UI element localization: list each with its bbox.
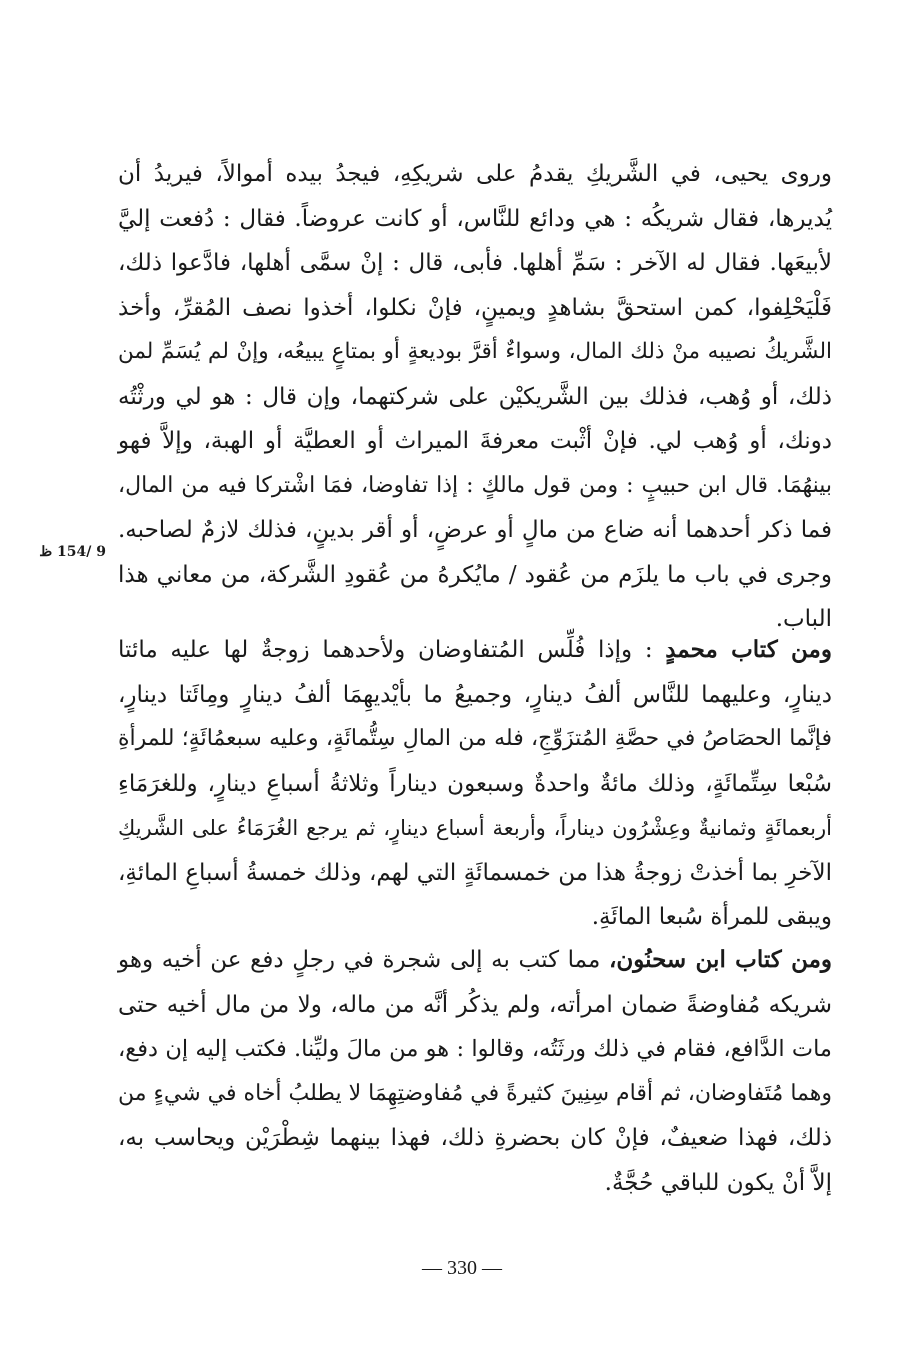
text-line: دينارٍ، وعليهما للنَّاس ألفُ دينارٍ، وجميعُ ما بأيْديهِمَا ألفُ دينارٍ ومِائَتا دينارٍ،: [118, 681, 832, 708]
section-heading: ومن كتاب ابن سحنُون،: [608, 946, 833, 973]
text-line: وجرى في باب ما يلزَم من عُقود / مايُكرهُ من عُقودِ الشَّركة، من معاني هذا: [118, 561, 832, 588]
text-line: الشَّريكُ نصيبه منْ ذلك المال، وسواءٌ أقرَّ بوديعةٍ أو بمتاعٍ يبيعُه، وإنْ لم يُسَمِّ لمن: [118, 339, 832, 364]
text-line-continuation: مما كتب به إلى شجرة في رجلٍ دفع عن أخيه وهو: [118, 947, 609, 973]
text-line: بينهُمَا. قال ابن حبيبٍ : ومن قول مالكٍ : إذا تفاوضا، فمَا اشْتركا فيه من المال،: [118, 472, 832, 498]
text-line: الآخرِ بما أخذتْ زوجةُ هذا من خمسمائَةٍ التي لهم، وذلك خمسةُ أسباعِ المائةِ،: [118, 859, 832, 886]
text-line: ويبقى للمرأة سُبعا المائَةِ.: [591, 904, 832, 930]
text-line: [118, 628, 832, 673]
text-line: مات الدَّافع، فقام في ذلك ورثَتُه، وقالوا : هو من مالَ وليِّنا. فكتب إليه إن دفع،: [118, 1036, 832, 1062]
text-line: لأبيعَها. فقال له الآخر : سَمِّ أهلها. فأبى، قال : إنْ سمَّى أهلها، فادَّعوا ذلك،: [118, 250, 832, 276]
text-line: يُديرها، فقال شريكُه : هي ودائع للنَّاس، أو كانت عروضاً. فقال : دُفعت إليَّ: [118, 205, 832, 232]
paragraph-2: [118, 628, 832, 940]
paragraph-3: [118, 938, 832, 1205]
margin-folio-reference: 9 /154 ظ: [39, 544, 106, 560]
section-heading: ومن كتاب محمدٍ: [665, 636, 832, 663]
text-line: أربعمائَةٍ وثمانيةٌ وعِشْرُون ديناراً، وأربعة أسباع دينارٍ، ثم يرجع الغُرَمَاءُ على الشَّريكِ: [118, 816, 832, 840]
text-line: دونك، أو وُهب لي. فإنْ أثْبت معرفةَ الميراث أو العطيَّة أو الهبة، وإلاَّ فهو: [118, 428, 832, 454]
text-line: فإنَّما الحصَاصُ في حصَّةِ المُتزَوِّجِ، فله من المالِ سِتُّمائَةٍ، وعليه سبعمُائَةٍ؛ للمرأةِ: [118, 726, 832, 751]
page-number: — 330 —: [422, 1257, 502, 1279]
text-line: شريكه مُفاوضةً ضمان امرأته، ولم يذكُر أنَّه من ماله، ولا من مال أخيه حتى: [118, 991, 832, 1018]
text-line: ذلك، فهذا ضعيفٌ، فإنْ كان بحضرةِ ذلك، فهذا بينهما شِطْرَيْن ويحاسب به،: [118, 1125, 832, 1151]
text-line: فما ذكر أحدهما أنه ضاع من مالٍ أو عرضٍ، أو أقر بدينٍ، فذلك لازمٌ لصاحبه.: [118, 517, 832, 543]
text-line: ذلك، أو وُهب، فذلك بين الشَّريكيْن على شركتهما، وإن قال : هو لي ورثْتُه: [118, 383, 832, 410]
text-line: سُبْعا سِتِّمائَةٍ، وذلك مائةٌ واحدةٌ وسبعون ديناراً وثلاثةُ أسباعِ دينارٍ، وللغرَمَاءِ: [118, 770, 832, 797]
text-line: إلاَّ أنْ يكون للباقي حُجَّةٌ.: [604, 1169, 832, 1196]
text-line: [118, 938, 832, 983]
text-line: وروى يحيى، في الشَّريكِ يقدمُ على شريكِهِ، فيجدُ بيده أموالاً، فيريدُ أن: [118, 161, 832, 187]
text-line: وهما مُتَفاوضان، ثم أقام سِنِينَ كثيرةً في مُفاوضتِهِمَا لا يطلبُ أخاه في شيءٍ من: [118, 1080, 832, 1106]
text-line-continuation: : وإذا فُلِّس المُتفاوضان ولأحدهما زوجةٌ لها عليه مائتا: [118, 637, 666, 663]
text-line: الباب.: [775, 606, 832, 632]
text-line: فَلْيَحْلِفوا، كمن استحقَّ بشاهدٍ ويمينٍ، فإنْ نكلوا، أخذوا نصف المُقرِّ، وأخذ: [118, 294, 832, 321]
paragraph-1: [118, 152, 832, 642]
